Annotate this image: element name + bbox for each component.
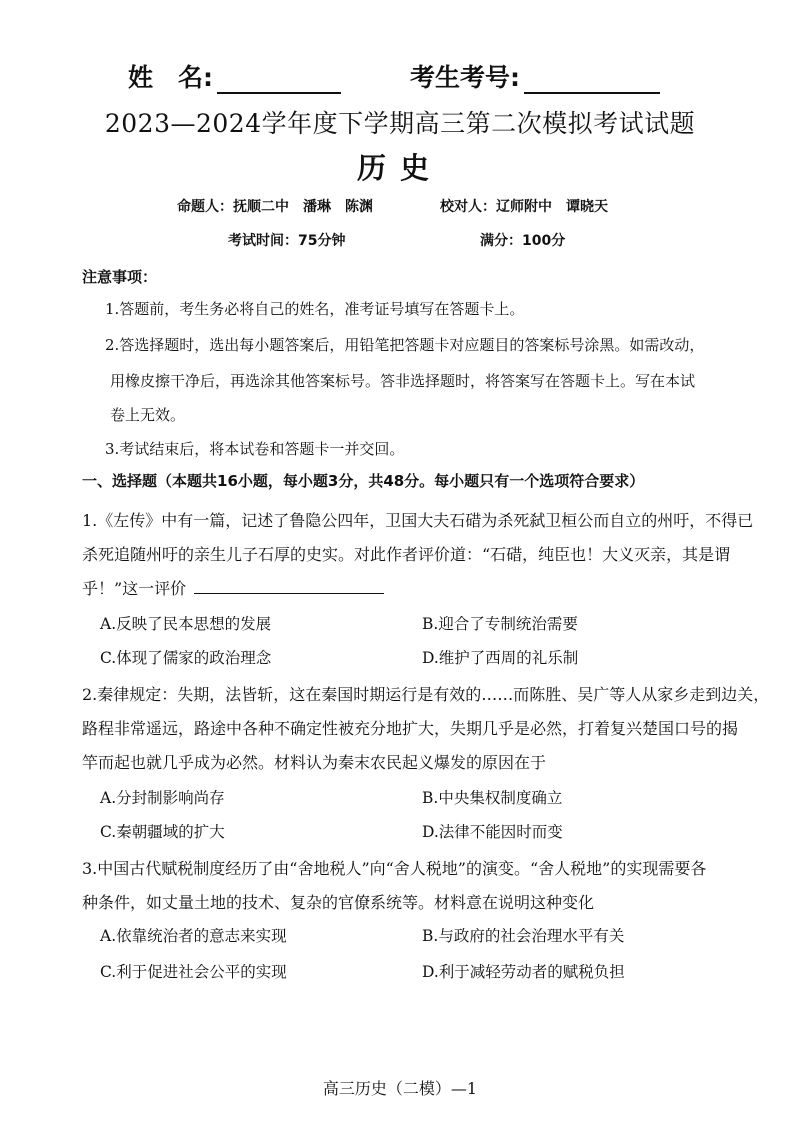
question-2-text: 2.秦律规定：失期，法皆斩，这在秦国时期运行是有效的……而陈胜、吴广等人从家乡走到边关， [82,685,770,704]
id-label: 考生考号: [410,63,520,92]
question-2-option-b[interactable]: B.中央集权制度确立 [422,789,563,807]
id-field [410,58,660,94]
question-1-text: 1.《左传》中有一篇，记述了鲁隐公四年，卫国大夫石碏为杀死弑卫桓公而自立的州吁，不得已 [82,511,754,530]
full-score: 满分：100分 [480,233,566,249]
question-3-option-c[interactable]: C.利于促进社会公平的实现 [100,963,287,981]
question-3-option-d[interactable]: D.利于减轻劳动者的赋税负担 [422,963,625,981]
question-3-option-b[interactable]: B.与政府的社会治理水平有关 [422,927,625,945]
question-3-text: 种条件，如丈量土地的技术、复杂的官僚系统等。材料意在说明这种变化 [82,893,595,912]
notice-title: 注意事项： [82,268,158,286]
question-3-text: 3.中国古代赋税制度经历了由“舍地税人”向“舍人税地”的演变。“舍人税地”的实现需要各 [82,859,707,878]
header-fields [0,58,800,98]
question-2-option-c[interactable]: C.秦朝疆域的扩大 [100,823,225,841]
exam-title: 2023—2024学年度下学期高三第二次模拟考试试题 [104,109,696,138]
notice-line: 2.答选择题时，选出每小题答案后，用铅笔把答题卡对应题目的答案标号涂黑。如需改动， [105,336,705,354]
question-1-option-d[interactable]: D.维护了西周的礼乐制 [422,649,579,667]
question-1-option-a[interactable]: A.反映了民本思想的发展 [100,615,272,633]
section-title: 一、选择题（本题共16小题，每小题3分，共48分。每小题只有一个选项符合要求） [82,472,645,490]
notice-line: 1.答题前，考生务必将自己的姓名，准考证号填写在答题卡上。 [105,300,525,318]
page-footer: 高三历史（二模）—1 [322,1079,478,1098]
answer-blank [194,579,384,594]
question-1-text: 乎！”这一评价 [82,579,187,598]
proofreader-info: 校对人：辽师附中 谭晓天 [440,199,608,215]
question-2-text: 竿而起也就几乎成为必然。材料认为秦末农民起义爆发的原因在于 [82,753,547,772]
name-field [128,58,341,94]
question-1-text-last [82,576,384,599]
question-1-text: 杀死追随州吁的亲生儿子石厚的史实。对此作者评价道：“石碏，纯臣也！大义灭亲，其是谓 [82,545,731,564]
question-2-option-a[interactable]: A.分封制影响尚存 [100,789,225,807]
setter-info: 命题人：抚顺二中 潘琳 陈渊 [177,199,373,215]
question-2-option-d[interactable]: D.法律不能因时而变 [422,823,563,841]
question-3-option-a[interactable]: A.依靠统治者的意志来实现 [100,927,287,945]
question-1-option-b[interactable]: B.迎合了专制统治需要 [422,615,578,633]
id-blank[interactable] [524,66,660,94]
notice-line: 用橡皮擦干净后，再选涂其他答案标号。答非选择题时，将答案写在答题卡上。写在本试 [110,372,696,390]
name-blank[interactable] [217,66,341,94]
notice-line: 卷上无效。 [110,406,186,424]
question-1-option-c[interactable]: C.体现了儒家的政治理念 [100,649,272,667]
subject-title: 历史 [356,151,443,185]
question-2-text: 路程非常遥远，路途中各种不确定性被充分地扩大，失期几乎是必然，打着复兴楚国口号的揭 [82,719,739,738]
exam-time: 考试时间：75分钟 [228,233,346,249]
name-label: 姓 名: [128,63,213,92]
notice-line: 3.考试结束后，将本试卷和答题卡一并交回。 [105,440,405,458]
